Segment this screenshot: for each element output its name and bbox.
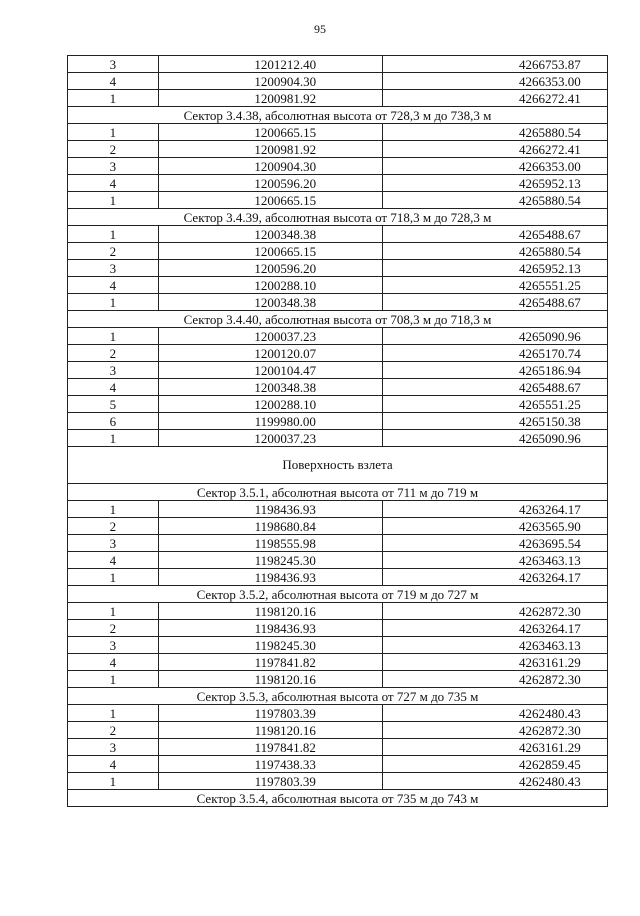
x-coordinate-cell [158, 226, 382, 243]
table-row [68, 141, 608, 158]
table-row [68, 294, 608, 311]
x-coordinate-value: 1197841.82 [254, 655, 316, 670]
x-coordinate-value: 1200037.23 [254, 329, 317, 344]
table-row [68, 192, 608, 209]
point-number-cell: 3 [68, 535, 159, 552]
point-number-cell: 1 [68, 773, 159, 790]
x-coordinate-cell [158, 379, 382, 396]
y-coordinate-value: 4263565.90 [519, 519, 581, 534]
x-coordinate-cell [158, 637, 382, 654]
surface-heading: Поверхность взлета [68, 447, 608, 484]
table-row [68, 158, 608, 175]
x-coordinate-cell [158, 192, 382, 209]
x-coordinate-value: 1198436.93 [254, 621, 316, 636]
table-row [68, 654, 608, 671]
table-row [68, 637, 608, 654]
x-coordinate-cell [158, 277, 382, 294]
table-row [68, 243, 608, 260]
x-coordinate-cell [158, 654, 382, 671]
y-coordinate-cell [382, 73, 607, 90]
x-coordinate-value: 1200904.30 [254, 74, 317, 89]
y-coordinate-cell [382, 192, 607, 209]
x-coordinate-value: 1201212.40 [254, 57, 317, 72]
point-number-cell: 1 [68, 705, 159, 722]
x-coordinate-cell [158, 175, 382, 192]
point-number-cell: 1 [68, 226, 159, 243]
sector-title: Сектор 3.4.40, абсолютная высота от 708,3 м до 718,3 м [68, 311, 608, 328]
x-coordinate-value: 1200288.10 [254, 278, 317, 293]
y-coordinate-value: 4265551.25 [519, 397, 581, 412]
y-coordinate-cell [382, 141, 607, 158]
point-number-cell: 3 [68, 158, 159, 175]
point-number-cell: 3 [68, 260, 159, 277]
y-coordinate-value: 4263463.13 [519, 638, 581, 653]
x-coordinate-cell [158, 345, 382, 362]
table-row [68, 722, 608, 739]
table-row [68, 90, 608, 107]
sector-title: Сектор 3.5.4, абсолютная высота от 735 м до 743 м [68, 790, 608, 807]
x-coordinate-cell [158, 671, 382, 688]
coordinates-table-body [68, 56, 608, 807]
y-coordinate-cell [382, 773, 607, 790]
y-coordinate-cell [382, 379, 607, 396]
x-coordinate-cell [158, 739, 382, 756]
point-number-cell: 4 [68, 756, 159, 773]
table-row [68, 226, 608, 243]
point-number-cell: 2 [68, 243, 159, 260]
y-coordinate-cell [382, 535, 607, 552]
y-coordinate-value: 4263161.29 [519, 740, 581, 755]
x-coordinate-cell [158, 705, 382, 722]
x-coordinate-cell [158, 294, 382, 311]
y-coordinate-cell [382, 518, 607, 535]
point-number-cell: 3 [68, 739, 159, 756]
x-coordinate-value: 1198245.30 [254, 638, 316, 653]
x-coordinate-value: 1200981.92 [254, 91, 317, 106]
x-coordinate-cell [158, 620, 382, 637]
y-coordinate-value: 4265880.54 [519, 244, 581, 259]
x-coordinate-cell [158, 773, 382, 790]
point-number-cell: 6 [68, 413, 159, 430]
table-row [68, 603, 608, 620]
point-number-cell: 1 [68, 671, 159, 688]
y-coordinate-value: 4265170.74 [519, 346, 581, 361]
table-row [68, 362, 608, 379]
table-row [68, 756, 608, 773]
y-coordinate-cell [382, 722, 607, 739]
table-row [68, 379, 608, 396]
y-coordinate-cell [382, 345, 607, 362]
x-coordinate-value: 1198245.30 [254, 553, 316, 568]
y-coordinate-value: 4265090.96 [519, 329, 581, 344]
sector-title: Сектор 3.5.3, абсолютная высота от 727 м до 735 м [68, 688, 608, 705]
table-row [68, 175, 608, 192]
x-coordinate-cell [158, 535, 382, 552]
x-coordinate-cell [158, 501, 382, 518]
x-coordinate-value: 1198120.16 [254, 604, 316, 619]
table-row [68, 705, 608, 722]
y-coordinate-cell [382, 569, 607, 586]
x-coordinate-cell [158, 396, 382, 413]
x-coordinate-value: 1200904.30 [254, 159, 317, 174]
y-coordinate-cell [382, 552, 607, 569]
sector-header-row [68, 107, 608, 124]
x-coordinate-value: 1200348.38 [254, 227, 317, 242]
y-coordinate-cell [382, 620, 607, 637]
y-coordinate-value: 4263264.17 [519, 570, 581, 585]
x-coordinate-value: 1200037.23 [254, 431, 317, 446]
x-coordinate-value: 1200665.15 [254, 125, 317, 140]
y-coordinate-value: 4263264.17 [519, 621, 581, 636]
y-coordinate-value: 4262859.45 [519, 757, 581, 772]
y-coordinate-cell [382, 277, 607, 294]
table-row [68, 396, 608, 413]
y-coordinate-value: 4265488.67 [519, 295, 581, 310]
x-coordinate-cell [158, 552, 382, 569]
y-coordinate-value: 4263161.29 [519, 655, 581, 670]
y-coordinate-value: 4266753.87 [519, 57, 581, 72]
x-coordinate-cell [158, 430, 382, 447]
y-coordinate-value: 4262872.30 [519, 672, 581, 687]
y-coordinate-cell [382, 413, 607, 430]
table-row [68, 552, 608, 569]
coordinates-table [67, 55, 608, 807]
point-number-cell: 1 [68, 192, 159, 209]
y-coordinate-value: 4263463.13 [519, 553, 581, 568]
y-coordinate-value: 4266272.41 [519, 142, 581, 157]
table-row [68, 56, 608, 73]
y-coordinate-cell [382, 175, 607, 192]
sector-header-row [68, 688, 608, 705]
x-coordinate-value: 1200596.20 [254, 176, 317, 191]
x-coordinate-value: 1197841.82 [254, 740, 316, 755]
point-number-cell: 1 [68, 569, 159, 586]
table-row [68, 518, 608, 535]
x-coordinate-cell [158, 328, 382, 345]
y-coordinate-value: 4263264.17 [519, 502, 581, 517]
x-coordinate-cell [158, 243, 382, 260]
x-coordinate-cell [158, 260, 382, 277]
x-coordinate-cell [158, 603, 382, 620]
point-number-cell: 4 [68, 277, 159, 294]
table-row [68, 73, 608, 90]
y-coordinate-cell [382, 243, 607, 260]
sector-header-row [68, 311, 608, 328]
sector-header-row [68, 209, 608, 226]
y-coordinate-cell [382, 430, 607, 447]
y-coordinate-cell [382, 362, 607, 379]
point-number-cell: 2 [68, 620, 159, 637]
x-coordinate-value: 1200288.10 [254, 397, 317, 412]
page-number: 95 [314, 22, 326, 36]
y-coordinate-cell [382, 654, 607, 671]
point-number-cell: 2 [68, 345, 159, 362]
table-row [68, 277, 608, 294]
point-number-cell: 4 [68, 73, 159, 90]
sector-title: Сектор 3.5.2, абсолютная высота от 719 м до 727 м [68, 586, 608, 603]
y-coordinate-value: 4263695.54 [519, 536, 581, 551]
table-row [68, 413, 608, 430]
point-number-cell: 2 [68, 722, 159, 739]
y-coordinate-cell [382, 294, 607, 311]
point-number-cell: 1 [68, 501, 159, 518]
x-coordinate-value: 1198436.93 [254, 502, 316, 517]
point-number-cell: 1 [68, 124, 159, 141]
y-coordinate-value: 4265488.67 [519, 380, 581, 395]
point-number-cell: 1 [68, 90, 159, 107]
y-coordinate-value: 4262872.30 [519, 604, 581, 619]
sector-title: Сектор 3.4.39, абсолютная высота от 718,3 м до 728,3 м [68, 209, 608, 226]
sector-header-row [68, 484, 608, 501]
table-row [68, 328, 608, 345]
table-row [68, 739, 608, 756]
y-coordinate-value: 4265880.54 [519, 193, 581, 208]
table-row [68, 501, 608, 518]
table-row [68, 620, 608, 637]
surface-heading-row [68, 447, 608, 484]
x-coordinate-cell [158, 124, 382, 141]
x-coordinate-value: 1198555.98 [254, 536, 316, 551]
y-coordinate-cell [382, 260, 607, 277]
point-number-cell: 3 [68, 362, 159, 379]
table-row [68, 773, 608, 790]
y-coordinate-cell [382, 705, 607, 722]
x-coordinate-value: 1200665.15 [254, 193, 317, 208]
x-coordinate-value: 1199980.00 [254, 414, 316, 429]
y-coordinate-cell [382, 501, 607, 518]
table-row [68, 535, 608, 552]
x-coordinate-value: 1198120.16 [254, 672, 316, 687]
y-coordinate-value: 4262872.30 [519, 723, 581, 738]
x-coordinate-cell [158, 413, 382, 430]
x-coordinate-value: 1200120.07 [254, 346, 317, 361]
x-coordinate-value: 1198436.93 [254, 570, 316, 585]
y-coordinate-value: 4265150.38 [519, 414, 581, 429]
y-coordinate-cell [382, 124, 607, 141]
point-number-cell: 3 [68, 637, 159, 654]
y-coordinate-value: 4262480.43 [519, 706, 581, 721]
x-coordinate-cell [158, 569, 382, 586]
y-coordinate-cell [382, 637, 607, 654]
y-coordinate-cell [382, 396, 607, 413]
x-coordinate-cell [158, 90, 382, 107]
x-coordinate-cell [158, 56, 382, 73]
x-coordinate-cell [158, 362, 382, 379]
x-coordinate-value: 1197803.39 [254, 774, 316, 789]
point-number-cell: 5 [68, 396, 159, 413]
x-coordinate-value: 1197438.33 [254, 757, 316, 772]
sector-header-row [68, 586, 608, 603]
y-coordinate-cell [382, 158, 607, 175]
point-number-cell: 2 [68, 141, 159, 158]
table-row [68, 430, 608, 447]
point-number-cell: 1 [68, 328, 159, 345]
x-coordinate-cell [158, 518, 382, 535]
point-number-cell: 1 [68, 603, 159, 620]
y-coordinate-cell [382, 756, 607, 773]
y-coordinate-value: 4265551.25 [519, 278, 581, 293]
y-coordinate-cell [382, 739, 607, 756]
x-coordinate-value: 1200348.38 [254, 380, 317, 395]
y-coordinate-value: 4266353.00 [519, 74, 581, 89]
x-coordinate-cell [158, 722, 382, 739]
sector-title: Сектор 3.4.38, абсолютная высота от 728,3 м до 738,3 м [68, 107, 608, 124]
point-number-cell: 3 [68, 56, 159, 73]
y-coordinate-value: 4265090.96 [519, 431, 581, 446]
x-coordinate-value: 1200665.15 [254, 244, 317, 259]
table-row [68, 260, 608, 277]
y-coordinate-value: 4265880.54 [519, 125, 581, 140]
point-number-cell: 4 [68, 175, 159, 192]
x-coordinate-cell [158, 756, 382, 773]
point-number-cell: 2 [68, 518, 159, 535]
point-number-cell: 4 [68, 379, 159, 396]
x-coordinate-value: 1198680.84 [254, 519, 316, 534]
y-coordinate-value: 4266272.41 [519, 91, 581, 106]
sector-title: Сектор 3.5.1, абсолютная высота от 711 м до 719 м [68, 484, 608, 501]
x-coordinate-value: 1200596.20 [254, 261, 317, 276]
x-coordinate-cell [158, 141, 382, 158]
x-coordinate-value: 1200104.47 [254, 363, 317, 378]
table-row [68, 124, 608, 141]
y-coordinate-value: 4266353.00 [519, 159, 581, 174]
point-number-cell: 1 [68, 294, 159, 311]
point-number-cell: 4 [68, 552, 159, 569]
y-coordinate-cell [382, 90, 607, 107]
y-coordinate-value: 4265488.67 [519, 227, 581, 242]
y-coordinate-cell [382, 603, 607, 620]
x-coordinate-value: 1200348.38 [254, 295, 317, 310]
sector-header-row [68, 790, 608, 807]
y-coordinate-cell [382, 56, 607, 73]
y-coordinate-cell [382, 328, 607, 345]
table-row [68, 569, 608, 586]
table-row [68, 345, 608, 362]
x-coordinate-value: 1198120.16 [254, 723, 316, 738]
table-row [68, 671, 608, 688]
x-coordinate-value: 1200981.92 [254, 142, 317, 157]
y-coordinate-cell [382, 226, 607, 243]
x-coordinate-value: 1197803.39 [254, 706, 316, 721]
y-coordinate-value: 4265186.94 [519, 363, 581, 378]
y-coordinate-cell [382, 671, 607, 688]
point-number-cell: 4 [68, 654, 159, 671]
point-number-cell: 1 [68, 430, 159, 447]
y-coordinate-value: 4262480.43 [519, 774, 581, 789]
x-coordinate-cell [158, 158, 382, 175]
x-coordinate-cell [158, 73, 382, 90]
y-coordinate-value: 4265952.13 [519, 176, 581, 191]
y-coordinate-value: 4265952.13 [519, 261, 581, 276]
